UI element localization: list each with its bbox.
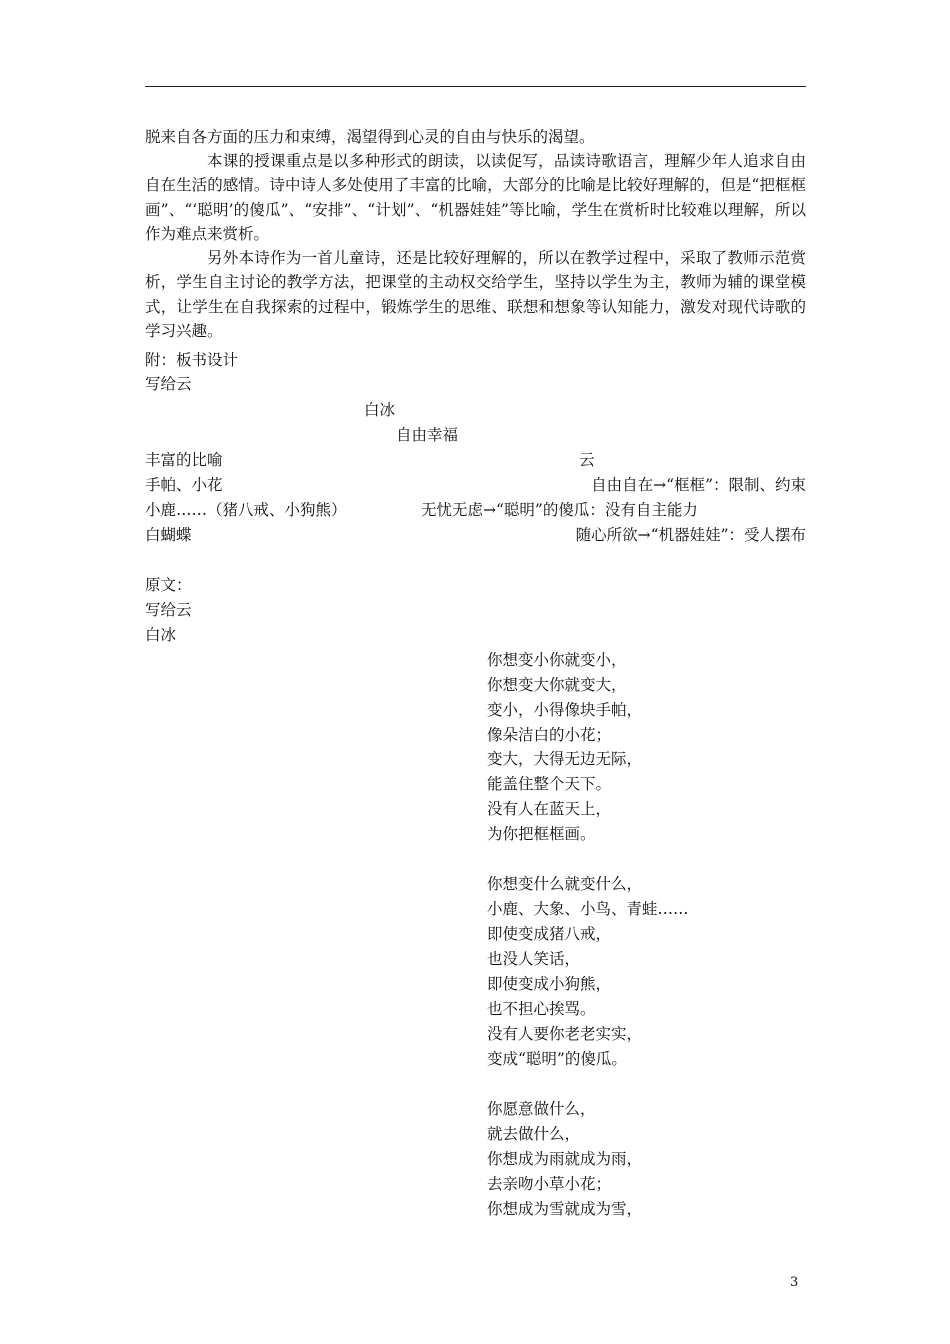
board-left-item: 小鹿……（猪八戒、小狗熊） (145, 501, 347, 519)
poem-line: 能盖住整个天下。 (487, 775, 612, 793)
board-right-item: 无忧无虑→“聪明”的傻瓜：没有自主能力 (421, 501, 698, 519)
board-right-item: 自由自在→“框框”：限制、约束 (591, 476, 806, 494)
poem-line: 你想变大你就变大， (487, 676, 627, 694)
poem-line: 也不担心挨骂。 (487, 1000, 596, 1018)
poem-line: 即使变成猪八戒， (487, 925, 612, 943)
poem-line: 你想变什么就变什么， (487, 875, 643, 893)
paragraph-1: 脱来自各方面的压力和束缚，渴望得到心灵的自由与快乐的渴望。 (145, 128, 595, 146)
board-left-heading: 丰富的比喻 (145, 451, 223, 469)
poem-line: 就去做什么， (487, 1125, 581, 1143)
board-center-word: 云 (579, 451, 595, 469)
poem-line: 也没人笑话， (487, 950, 581, 968)
poem-line: 你想变小你就变小， (487, 651, 627, 669)
paragraph-3: 另外本诗作为一首儿童诗，还是比较好理解的，所以在教学过程中，采取了教师示范赏析，学生自主讨论的教学方法，把课堂的主动权交给学生，坚持以学生为主，教师为辅的课堂模式，让学生在自我探索的过程中，锻炼学生的思维、联想和想象等认知能力，激发对现代诗歌的学习兴趣。 (145, 249, 806, 340)
poem-line: 变大，大得无边无际， (487, 750, 643, 768)
poem-line: 去亲吻小草小花； (487, 1175, 612, 1193)
board-theme: 自由幸福 (396, 426, 459, 444)
board-right-item: 随心所欲→“机器娃娃”：受人摆布 (575, 526, 806, 544)
board-left-item: 手帕、小花 (145, 476, 223, 494)
board-title: 写给云 (145, 375, 192, 393)
header-rule (145, 86, 806, 87)
poem-line: 为你把框框画。 (487, 825, 596, 843)
original-author: 白冰 (145, 626, 177, 644)
board-author: 白冰 (364, 401, 396, 419)
poem-line: 没有人在蓝天上， (487, 800, 612, 818)
original-title: 写给云 (145, 601, 192, 619)
poem-line: 即使变成小狗熊， (487, 975, 612, 993)
poem-line: 没有人要你老老实实， (487, 1025, 643, 1043)
poem-line: 像朵洁白的小花； (487, 726, 612, 744)
board-design-heading: 附：板书设计 (145, 351, 239, 369)
poem-line: 你想成为雨就成为雨， (487, 1150, 643, 1168)
board-left-item: 白蝴蝶 (145, 526, 192, 544)
poem-line: 你想成为雪就成为雪， (487, 1200, 643, 1218)
page-number: 3 (790, 1275, 799, 1290)
poem-line: 变成“聪明”的傻瓜。 (487, 1050, 627, 1068)
poem-line: 小鹿、大象、小鸟、青蛙…… (487, 900, 689, 918)
original-heading: 原文： (145, 576, 192, 594)
poem-line: 你愿意做什么， (487, 1100, 596, 1118)
poem-line: 变小，小得像块手帕， (487, 701, 643, 719)
paragraph-2: 本课的授课重点是以多种形式的朗读，以读促写，品读诗歌语言，理解少年人追求自由自在生活的感情。诗中诗人多处使用了丰富的比喻，大部分的比喻是比较好理解的，但是“把框框画”、“‘聪明’的傻瓜”、“安排”、“计划”、“机器娃娃”等比喻，学生在赏析时比较难以理解，所以作为难点来赏析。 (145, 152, 806, 243)
